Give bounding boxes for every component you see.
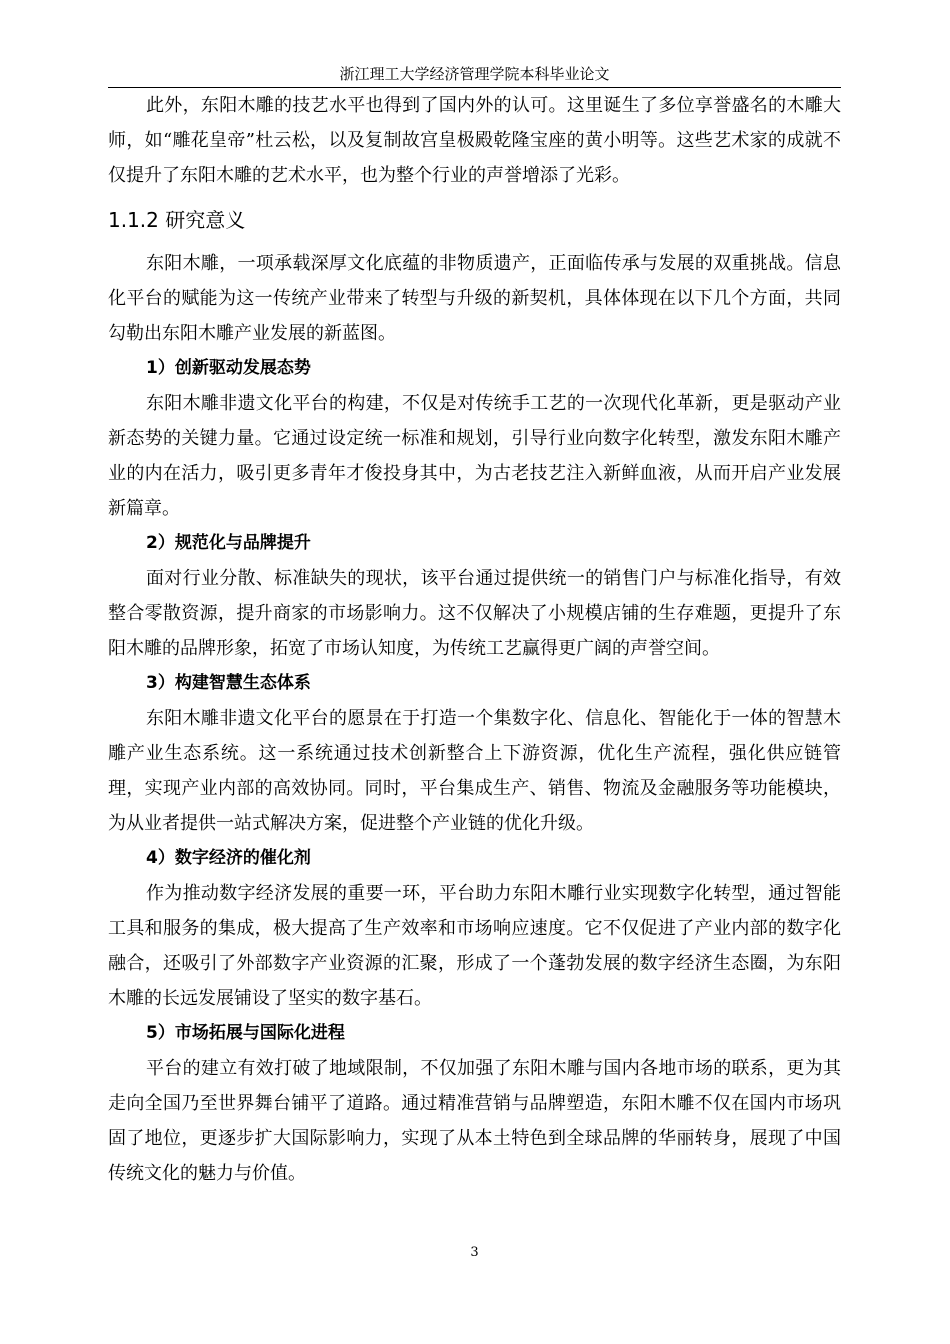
point-paragraph-2: 面对行业分散、标准缺失的现状，该平台通过提供统一的销售门户与标准化指导，有效整合零散资源，提升商家的市场影响力。这不仅解决了小规模店铺的生存难题，更提升了东阳木雕的品牌形象，拓宽了市场认知度，为传统工艺赢得更广阔的声誉空间。 — [108, 568, 841, 659]
point-heading-3: 3）构建智慧生态体系 — [146, 673, 311, 693]
point-heading-4: 4）数字经济的催化剂 — [146, 848, 311, 868]
point-paragraph-5: 平台的建立有效打破了地域限制，不仅加强了东阳木雕与国内各地市场的联系，更为其走向全国乃至世界舞台铺平了道路。通过精准营销与品牌塑造，东阳木雕不仅在国内市场巩固了地位，更逐步扩大国际影响力，实现了从本土特色到全球品牌的华丽转身，展现了中国传统文化的魅力与价值。 — [108, 1058, 841, 1184]
point-heading-5: 5）市场拓展与国际化进程 — [146, 1023, 345, 1043]
point-paragraph-4: 作为推动数字经济发展的重要一环，平台助力东阳木雕行业实现数字化转型，通过智能工具和服务的集成，极大提高了生产效率和市场响应速度。它不仅促进了产业内部的数字化融合，还吸引了外部数字产业资源的汇聚，形成了一个蓬勃发展的数字经济生态圈，为东阳木雕的长远发展铺设了坚实的数字基石。 — [108, 883, 841, 1009]
point-heading-2: 2）规范化与品牌提升 — [146, 533, 311, 553]
page-number: 3 — [470, 1245, 479, 1260]
section-intro-paragraph: 东阳木雕，一项承载深厚文化底蕴的非物质遗产，正面临传承与发展的双重挑战。信息化平台的赋能为这一传统产业带来了转型与升级的新契机，具体体现在以下几个方面，共同勾勒出东阳木雕产业发展的新蓝图。 — [108, 253, 841, 344]
point-paragraph-3: 东阳木雕非遗文化平台的愿景在于打造一个集数字化、信息化、智能化于一体的智慧木雕产业生态系统。这一系统通过技术创新整合上下游资源，优化生产流程，强化供应链管理，实现产业内部的高效协同。同时，平台集成生产、销售、物流及金融服务等功能模块，为从业者提供一站式解决方案，促进整个产业链的优化升级。 — [108, 708, 841, 834]
document-body — [108, 88, 841, 1191]
point-heading-1: 1）创新驱动发展态势 — [146, 358, 311, 378]
intro-paragraph: 此外，东阳木雕的技艺水平也得到了国内外的认可。这里诞生了多位享誉盛名的木雕大师，如“雕花皇帝”杜云松，以及复制故宫皇极殿乾隆宝座的黄小明等。这些艺术家的成就不仅提升了东阳木雕的艺术水平，也为整个行业的声誉增添了光彩。 — [108, 95, 841, 186]
point-paragraph-1: 东阳木雕非遗文化平台的构建，不仅是对传统手工艺的一次现代化革新，更是驱动产业新态势的关键力量。它通过设定统一标准和规划，引导行业向数字化转型，激发东阳木雕产业的内在活力，吸引更多青年才俊投身其中，为古老技艺注入新鲜血液，从而开启产业发展新篇章。 — [108, 393, 841, 519]
page-header: 浙江理工大学经济管理学院本科毕业论文 — [339, 65, 610, 83]
section-heading: 1.1.2 研究意义 — [108, 208, 246, 232]
